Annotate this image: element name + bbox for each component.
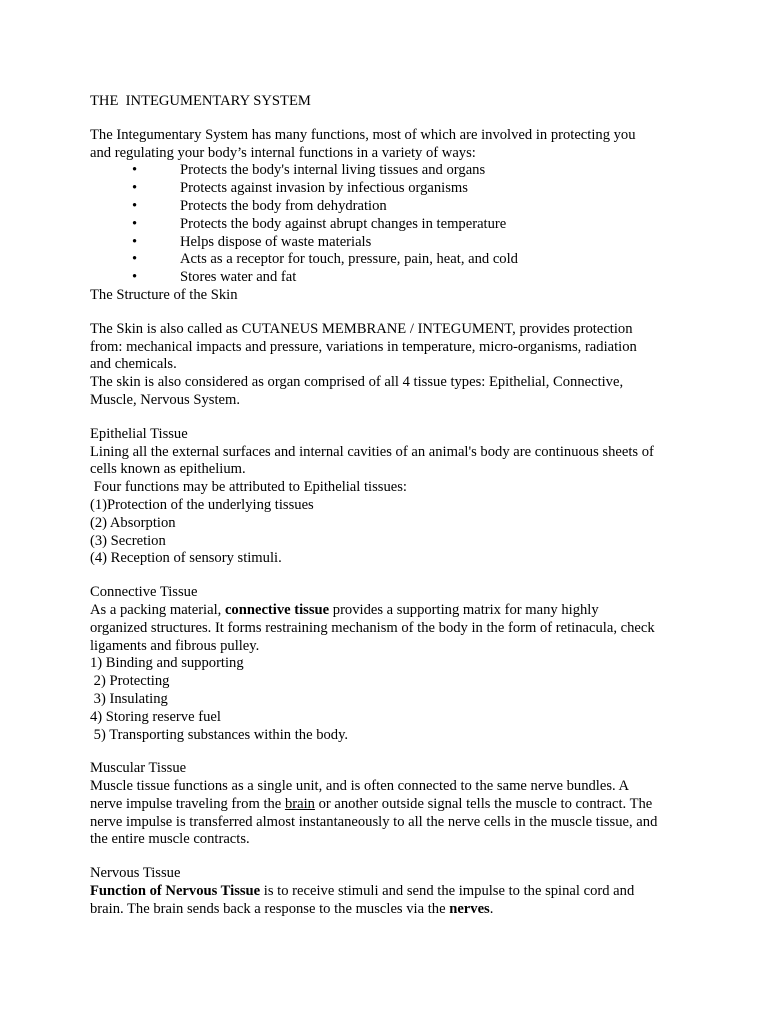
list-item: • Acts as a receptor for touch, pressure, pain, heat, and cold: [132, 251, 518, 268]
bullet-icon: •: [132, 197, 138, 214]
list-item: • Stores water and fat: [132, 269, 297, 286]
list-item: (3) Secretion: [90, 532, 166, 549]
brain-link[interactable]: brain: [284, 795, 315, 812]
list-item: • Protects the body against abrupt changes in temperature: [132, 215, 507, 232]
list-item: 1) Binding and supporting: [90, 655, 244, 672]
muscular-line-2: nerve impulse traveling from the brain or another outside signal tells the muscle to contract. The: [90, 795, 653, 812]
connective-heading: Connective Tissue: [90, 584, 198, 601]
muscular-line-1: Muscle tissue functions as a single unit, and is often connected to the same nerve bundles. A: [90, 778, 630, 795]
connective-line-2: organized structures. It forms restraining mechanism of the body in the form of retinacula, check: [90, 619, 655, 636]
nervous-function-term: Function of Nervous Tissue: [90, 883, 261, 900]
list-item: 5) Transporting substances within the body.: [90, 726, 349, 743]
skin-line-3: and chemicals.: [90, 356, 177, 373]
skin-line-5: Muscle, Nervous System.: [90, 391, 240, 408]
muscular-heading: Muscular Tissue: [90, 760, 187, 777]
nervous-line-2: brain. The brain sends back a response to the muscles via the nerves.: [90, 900, 494, 917]
skin-line-1: The Skin is also called as CUTANEUS MEMBRANE / INTEGUMENT, provides protection: [90, 320, 633, 337]
skin-line-4: The skin is also considered as organ comprised of all 4 tissue types: Epithelial, Connective,: [90, 374, 624, 391]
bullet-icon: •: [132, 233, 138, 250]
list-item: 4) Storing reserve fuel: [90, 708, 221, 725]
intro-line-1: The Integumentary System has many functions, most of which are involved in protecting you: [90, 126, 636, 143]
epithelial-line-1: Lining all the external surfaces and internal cavities of an animal's body are continuous sheets of: [90, 443, 654, 460]
list-item: 2) Protecting: [90, 673, 170, 690]
nerves-term: nerves: [449, 900, 490, 917]
connective-line-3: ligaments and fibrous pulley.: [90, 637, 260, 654]
list-item: (4) Reception of sensory stimuli.: [90, 550, 282, 567]
functions-list: [90, 162, 690, 287]
list-item: 3) Insulating: [90, 690, 168, 707]
nervous-heading: Nervous Tissue: [90, 865, 181, 882]
list-item: • Protects the body from dehydration: [132, 197, 387, 214]
epithelial-heading: Epithelial Tissue: [90, 425, 188, 442]
list-item: • Helps dispose of waste materials: [132, 233, 372, 250]
muscular-line-4: the entire muscle contracts.: [90, 831, 250, 848]
bullet-icon: •: [132, 269, 138, 286]
epithelial-line-3: Four functions may be attributed to Epithelial tissues:: [90, 479, 407, 496]
connective-line-1: As a packing material, connective tissue provides a supporting matrix for many highly: [90, 601, 599, 618]
list-item: • Protects against invasion by infectious organisms: [132, 180, 468, 197]
bullet-icon: •: [132, 251, 138, 268]
epithelial-line-2: cells known as epithelium.: [90, 461, 246, 478]
list-item: (1)Protection of the underlying tissues: [90, 496, 314, 513]
bullet-icon: •: [132, 180, 138, 197]
muscular-line-3: nerve impulse is transferred almost instantaneously to all the nerve cells in the muscle tissue, and: [90, 813, 658, 830]
bullet-icon: •: [132, 162, 138, 179]
connective-tissue-term: connective tissue: [224, 601, 330, 618]
list-item: (2) Absorption: [90, 514, 176, 531]
structure-heading: The Structure of the Skin: [90, 286, 238, 303]
intro-line-2: and regulating your body’s internal functions in a variety of ways:: [90, 144, 476, 161]
page-title: THE INTEGUMENTARY SYSTEM: [90, 93, 311, 109]
list-item: • Protects the body's internal living tissues and organs: [132, 162, 486, 179]
document-body: [90, 93, 690, 919]
skin-line-2: from: mechanical impacts and pressure, variations in temperature, micro-organisms, radiation: [90, 338, 637, 355]
bullet-icon: •: [132, 215, 138, 232]
nervous-line-1: Function of Nervous Tissue is to receive stimuli and send the impulse to the spinal cord and: [90, 883, 635, 900]
